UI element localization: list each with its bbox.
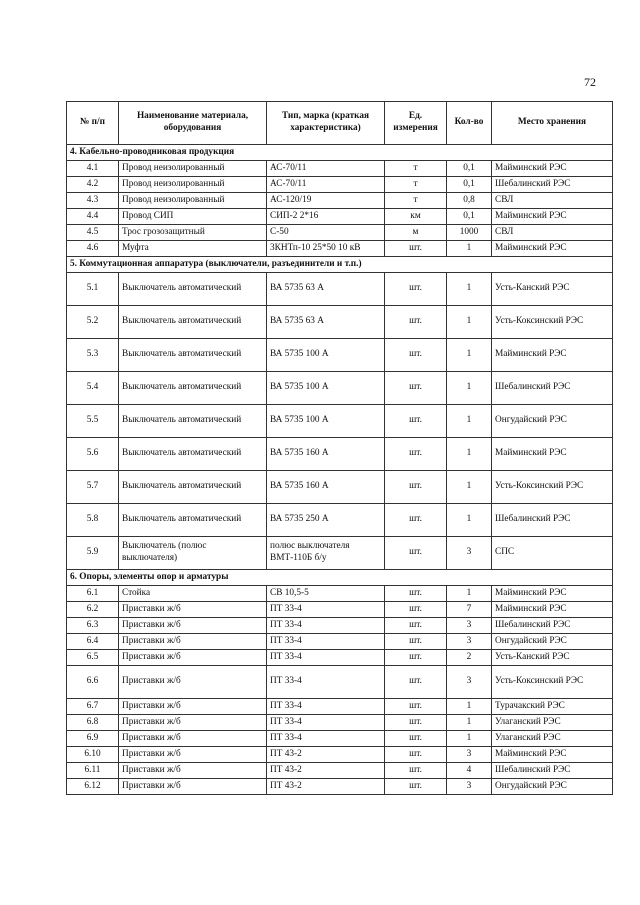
cell-type: ПТ 33-4 (267, 650, 385, 666)
table-row (67, 471, 613, 504)
cell-unit: шт. (385, 715, 447, 731)
cell-storage: Майминский РЭС (492, 339, 613, 372)
table-row (67, 225, 613, 241)
cell-qty: 1000 (447, 225, 492, 241)
cell-unit: шт. (385, 273, 447, 306)
table-row (67, 650, 613, 666)
cell-unit: шт. (385, 779, 447, 795)
cell-type: ВА 5735 63 А (267, 306, 385, 339)
cell-unit: шт. (385, 339, 447, 372)
table-row (67, 537, 613, 570)
cell-type: ВА 5735 100 А (267, 372, 385, 405)
cell-name: Выключатель автоматический (119, 471, 267, 504)
header-unit: Ед. измерения (385, 102, 447, 145)
cell-unit: шт. (385, 306, 447, 339)
table-row (67, 602, 613, 618)
table-row (67, 763, 613, 779)
cell-storage: Шебалинский РЭС (492, 763, 613, 779)
cell-unit: м (385, 225, 447, 241)
cell-num: 4.6 (67, 241, 119, 257)
table-row (67, 241, 613, 257)
section-row (67, 257, 613, 273)
cell-num: 6.8 (67, 715, 119, 731)
cell-name: Приставки ж/б (119, 715, 267, 731)
cell-storage: Турачакский РЭС (492, 699, 613, 715)
cell-type: ВА 5735 100 А (267, 339, 385, 372)
cell-name: Приставки ж/б (119, 731, 267, 747)
table-row (67, 779, 613, 795)
cell-storage: Улаганский РЭС (492, 731, 613, 747)
cell-storage: Майминский РЭС (492, 586, 613, 602)
cell-qty: 1 (447, 438, 492, 471)
table-row (67, 715, 613, 731)
cell-name: Муфта (119, 241, 267, 257)
cell-qty: 3 (447, 747, 492, 763)
cell-qty: 7 (447, 602, 492, 618)
cell-qty: 1 (447, 471, 492, 504)
cell-type: ВА 5735 160 А (267, 438, 385, 471)
cell-type: ПТ 33-4 (267, 602, 385, 618)
cell-name: Трос грозозащитный (119, 225, 267, 241)
cell-storage: Усть-Канский РЭС (492, 650, 613, 666)
cell-num: 5.4 (67, 372, 119, 405)
table-row (67, 273, 613, 306)
cell-type: АС-120/19 (267, 193, 385, 209)
cell-num: 6.6 (67, 666, 119, 699)
cell-name: Приставки ж/б (119, 634, 267, 650)
cell-name: Провод СИП (119, 209, 267, 225)
cell-unit: шт. (385, 586, 447, 602)
cell-type: СИП-2 2*16 (267, 209, 385, 225)
cell-storage: Шебалинский РЭС (492, 504, 613, 537)
cell-qty: 0,1 (447, 161, 492, 177)
cell-storage: Усть-Канский РЭС (492, 273, 613, 306)
cell-storage: Онгудайский РЭС (492, 634, 613, 650)
cell-storage: Майминский РЭС (492, 241, 613, 257)
cell-storage: СПС (492, 537, 613, 570)
cell-qty: 1 (447, 699, 492, 715)
cell-num: 6.5 (67, 650, 119, 666)
table-row (67, 306, 613, 339)
cell-storage: Шебалинский РЭС (492, 372, 613, 405)
cell-num: 5.1 (67, 273, 119, 306)
section-title: 6. Опоры, элементы опор и арматуры (67, 570, 613, 586)
section-title: 4. Кабельно-проводниковая продукция (67, 145, 613, 161)
cell-qty: 3 (447, 634, 492, 650)
cell-num: 6.1 (67, 586, 119, 602)
header-storage: Место хранения (492, 102, 613, 145)
cell-num: 6.9 (67, 731, 119, 747)
cell-type: ПТ 33-4 (267, 618, 385, 634)
cell-storage: Майминский РЭС (492, 602, 613, 618)
cell-storage: Майминский РЭС (492, 747, 613, 763)
cell-name: Приставки ж/б (119, 763, 267, 779)
cell-type: ПТ 33-4 (267, 731, 385, 747)
cell-unit: шт. (385, 634, 447, 650)
cell-type: ПТ 43-2 (267, 763, 385, 779)
cell-unit: шт. (385, 763, 447, 779)
cell-qty: 1 (447, 504, 492, 537)
cell-storage: Шебалинский РЭС (492, 177, 613, 193)
cell-unit: шт. (385, 731, 447, 747)
header-type: Тип, марка (краткая характеристика) (267, 102, 385, 145)
cell-name: Выключатель автоматический (119, 504, 267, 537)
table-row (67, 504, 613, 537)
cell-unit: шт. (385, 405, 447, 438)
cell-num: 6.2 (67, 602, 119, 618)
cell-unit: шт. (385, 618, 447, 634)
table-row (67, 339, 613, 372)
cell-name: Приставки ж/б (119, 650, 267, 666)
cell-unit: шт. (385, 650, 447, 666)
cell-type: ПТ 43-2 (267, 779, 385, 795)
table-row (67, 193, 613, 209)
cell-storage: Усть-Коксинский РЭС (492, 666, 613, 699)
cell-unit: шт. (385, 602, 447, 618)
cell-qty: 0,8 (447, 193, 492, 209)
section-title: 5. Коммутационная аппаратура (выключатели, разъединители и т.п.) (67, 257, 613, 273)
table-row (67, 438, 613, 471)
cell-qty: 3 (447, 666, 492, 699)
cell-name: Выключатель автоматический (119, 339, 267, 372)
header-num: № п/п (67, 102, 119, 145)
cell-unit: шт. (385, 699, 447, 715)
cell-storage: СВЛ (492, 193, 613, 209)
cell-type: ПТ 33-4 (267, 634, 385, 650)
cell-type: С-50 (267, 225, 385, 241)
cell-type: ВА 5735 100 А (267, 405, 385, 438)
cell-num: 5.5 (67, 405, 119, 438)
cell-name: Провод неизолированный (119, 193, 267, 209)
table-row (67, 747, 613, 763)
cell-name: Выключатель автоматический (119, 372, 267, 405)
cell-name: Приставки ж/б (119, 618, 267, 634)
cell-unit: шт. (385, 372, 447, 405)
cell-num: 6.12 (67, 779, 119, 795)
section-row (67, 570, 613, 586)
cell-type: 3КНТп-10 25*50 10 кВ (267, 241, 385, 257)
cell-storage: Шебалинский РЭС (492, 618, 613, 634)
cell-type: ПТ 33-4 (267, 715, 385, 731)
table-row (67, 372, 613, 405)
header-name: Наименование материала, оборудования (119, 102, 267, 145)
cell-qty: 3 (447, 618, 492, 634)
table-row (67, 699, 613, 715)
table-header (67, 102, 613, 145)
cell-qty: 4 (447, 763, 492, 779)
table-row (67, 405, 613, 438)
cell-qty: 1 (447, 715, 492, 731)
cell-name: Выключатель автоматический (119, 438, 267, 471)
cell-qty: 1 (447, 241, 492, 257)
cell-qty: 2 (447, 650, 492, 666)
cell-qty: 1 (447, 586, 492, 602)
cell-unit: км (385, 209, 447, 225)
cell-name: Выключатель автоматический (119, 405, 267, 438)
cell-type: АС-70/11 (267, 177, 385, 193)
cell-qty: 1 (447, 731, 492, 747)
cell-num: 6.3 (67, 618, 119, 634)
cell-name: Приставки ж/б (119, 779, 267, 795)
cell-qty: 1 (447, 306, 492, 339)
cell-num: 6.11 (67, 763, 119, 779)
cell-storage: Улаганский РЭС (492, 715, 613, 731)
table-row (67, 209, 613, 225)
cell-num: 4.3 (67, 193, 119, 209)
cell-type: АС-70/11 (267, 161, 385, 177)
cell-num: 5.7 (67, 471, 119, 504)
cell-unit: шт. (385, 537, 447, 570)
cell-name: Выключатель (полюс выключателя) (119, 537, 267, 570)
header-qty: Кол-во (447, 102, 492, 145)
cell-num: 6.10 (67, 747, 119, 763)
cell-unit: шт. (385, 471, 447, 504)
cell-num: 4.2 (67, 177, 119, 193)
cell-qty: 1 (447, 339, 492, 372)
table-row (67, 586, 613, 602)
table-row (67, 618, 613, 634)
cell-type: ПТ 33-4 (267, 699, 385, 715)
cell-unit: т (385, 161, 447, 177)
cell-num: 4.4 (67, 209, 119, 225)
cell-num: 5.6 (67, 438, 119, 471)
cell-qty: 0,1 (447, 177, 492, 193)
cell-storage: Усть-Коксинский РЭС (492, 306, 613, 339)
cell-storage: Майминский РЭС (492, 209, 613, 225)
cell-num: 5.3 (67, 339, 119, 372)
cell-name: Стойка (119, 586, 267, 602)
cell-qty: 1 (447, 405, 492, 438)
cell-type: ВА 5735 250 А (267, 504, 385, 537)
cell-qty: 1 (447, 273, 492, 306)
cell-storage: СВЛ (492, 225, 613, 241)
table-row (67, 634, 613, 650)
cell-type: ВА 5735 63 А (267, 273, 385, 306)
cell-storage: Онгудайский РЭС (492, 405, 613, 438)
cell-qty: 3 (447, 537, 492, 570)
cell-name: Выключатель автоматический (119, 306, 267, 339)
cell-unit: т (385, 193, 447, 209)
cell-name: Приставки ж/б (119, 699, 267, 715)
table-row (67, 177, 613, 193)
cell-type: ПТ 33-4 (267, 666, 385, 699)
cell-unit: шт. (385, 747, 447, 763)
cell-type: ВА 5735 160 А (267, 471, 385, 504)
cell-num: 5.2 (67, 306, 119, 339)
cell-unit: шт. (385, 666, 447, 699)
cell-name: Приставки ж/б (119, 666, 267, 699)
cell-name: Провод неизолированный (119, 161, 267, 177)
cell-qty: 1 (447, 372, 492, 405)
cell-name: Приставки ж/б (119, 602, 267, 618)
cell-storage: Усть-Коксинский РЭС (492, 471, 613, 504)
cell-storage: Майминский РЭС (492, 161, 613, 177)
cell-name: Провод неизолированный (119, 177, 267, 193)
cell-unit: т (385, 177, 447, 193)
cell-unit: шт. (385, 504, 447, 537)
table-row (67, 666, 613, 699)
cell-num: 5.8 (67, 504, 119, 537)
table-row (67, 161, 613, 177)
table-body (67, 145, 613, 795)
cell-unit: шт. (385, 241, 447, 257)
cell-num: 4.1 (67, 161, 119, 177)
cell-type: полюс выключателя ВМТ-110Б б/у (267, 537, 385, 570)
materials-table (66, 101, 613, 795)
cell-num: 4.5 (67, 225, 119, 241)
cell-num: 6.7 (67, 699, 119, 715)
cell-type: ПТ 43-2 (267, 747, 385, 763)
cell-type: СВ 10,5-5 (267, 586, 385, 602)
cell-qty: 0,1 (447, 209, 492, 225)
page-number: 72 (584, 75, 596, 89)
cell-num: 5.9 (67, 537, 119, 570)
cell-name: Приставки ж/б (119, 747, 267, 763)
section-row (67, 145, 613, 161)
cell-num: 6.4 (67, 634, 119, 650)
table-row (67, 731, 613, 747)
cell-qty: 3 (447, 779, 492, 795)
cell-storage: Майминский РЭС (492, 438, 613, 471)
cell-unit: шт. (385, 438, 447, 471)
cell-name: Выключатель автоматический (119, 273, 267, 306)
cell-storage: Онгудайский РЭС (492, 779, 613, 795)
